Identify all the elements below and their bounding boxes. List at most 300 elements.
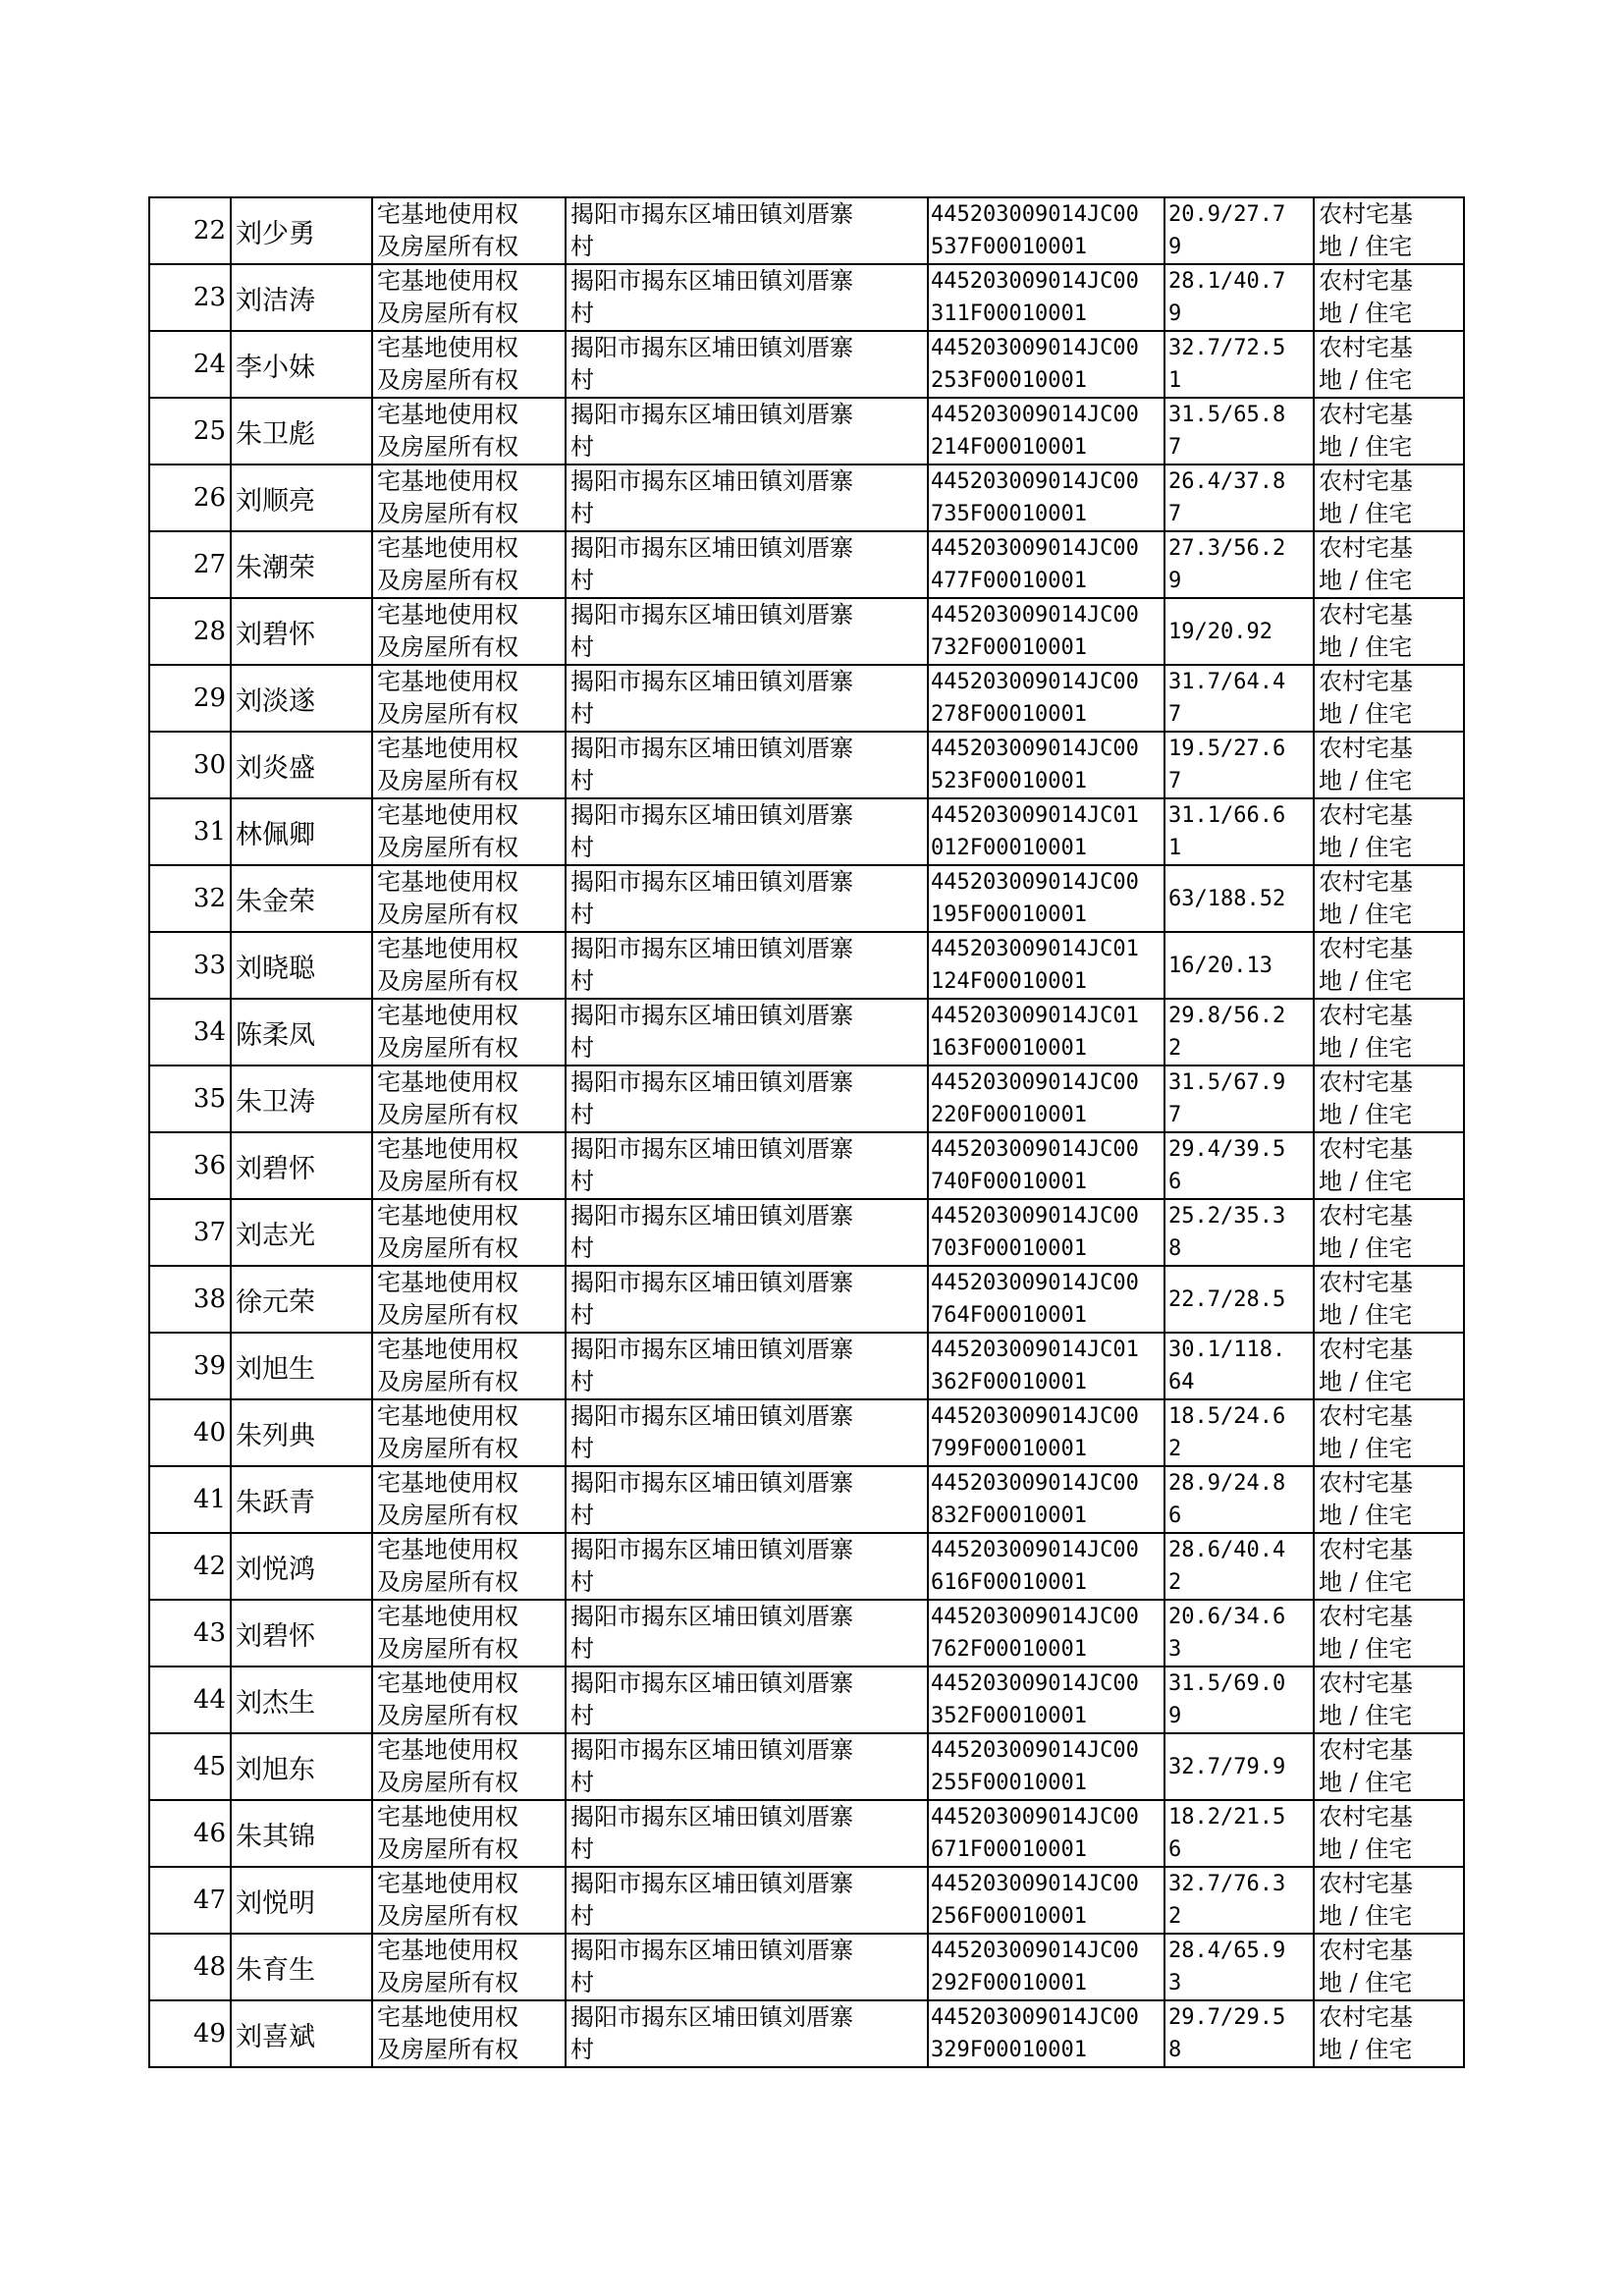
right-type-cell-line-2: 及房屋所有权 — [377, 1835, 518, 1863]
land-use-cell-line-2: 地 / 住宅 — [1319, 834, 1413, 861]
right-type-cell-line-1: 宅基地使用权 — [377, 1937, 518, 1964]
owner-name-cell: 刘少勇 — [231, 197, 372, 264]
location-cell — [566, 1533, 928, 1600]
parcel-code-cell-line-1: 445203009014JC00 — [931, 1538, 1139, 1562]
parcel-code-cell-line-2: 537F00010001 — [931, 235, 1087, 259]
right-type-cell-line-2: 及房屋所有权 — [377, 233, 518, 260]
land-use-cell — [1314, 798, 1464, 865]
parcel-code-cell-line-2: 762F00010001 — [931, 1637, 1087, 1662]
row-number-cell: 31 — [149, 798, 231, 865]
land-use-cell-line-1: 农村宅基 — [1319, 668, 1413, 695]
right-type-cell — [372, 1934, 566, 2000]
right-type-cell-line-1: 宅基地使用权 — [377, 2003, 518, 2031]
parcel-code-cell-line-2: 703F00010001 — [931, 1236, 1087, 1261]
right-type-cell — [372, 331, 566, 398]
right-type-cell-line-1: 宅基地使用权 — [377, 1803, 518, 1831]
right-type-cell — [372, 1667, 566, 1733]
land-use-cell-line-2: 地 / 住宅 — [1319, 700, 1413, 728]
row-number-cell: 25 — [149, 398, 231, 464]
location-cell-line-1: 揭阳市揭东区埔田镇刘厝寨 — [570, 1937, 853, 1964]
table-row — [149, 932, 1464, 999]
location-cell-line-1: 揭阳市揭东区埔田镇刘厝寨 — [570, 467, 853, 495]
right-type-cell-line-2: 及房屋所有权 — [377, 700, 518, 728]
land-use-cell — [1314, 1934, 1464, 2000]
location-cell-line-1: 揭阳市揭东区埔田镇刘厝寨 — [570, 1135, 853, 1163]
area-cell — [1164, 1266, 1314, 1333]
land-use-cell-line-1: 农村宅基 — [1319, 1336, 1413, 1363]
location-cell-line-2: 村 — [570, 500, 594, 527]
location-cell-line-1: 揭阳市揭东区埔田镇刘厝寨 — [570, 601, 853, 628]
land-use-cell — [1314, 665, 1464, 732]
owner-name-cell: 朱列典 — [231, 1399, 372, 1466]
land-use-cell — [1314, 1266, 1464, 1333]
area-cell — [1164, 531, 1314, 598]
table-row — [149, 665, 1464, 732]
land-use-cell-line-2: 地 / 住宅 — [1319, 767, 1413, 794]
table-row — [149, 1333, 1464, 1399]
land-use-cell — [1314, 1800, 1464, 1867]
land-use-cell-line-1: 农村宅基 — [1319, 1603, 1413, 1630]
area-cell-line-2: 3 — [1168, 1971, 1182, 1995]
area-cell-line-2: 2 — [1168, 1904, 1182, 1929]
parcel-code-cell — [928, 1934, 1164, 2000]
table-row — [149, 464, 1464, 531]
parcel-code-cell-line-2: 735F00010001 — [931, 502, 1087, 526]
right-type-cell — [372, 1199, 566, 1266]
land-use-cell — [1314, 1600, 1464, 1667]
right-type-cell-line-2: 及房屋所有权 — [377, 633, 518, 661]
row-number-cell: 46 — [149, 1800, 231, 1867]
right-type-cell-line-2: 及房屋所有权 — [377, 1502, 518, 1529]
parcel-code-cell — [928, 932, 1164, 999]
right-type-cell-line-1: 宅基地使用权 — [377, 1736, 518, 1764]
parcel-code-cell-line-1: 445203009014JC00 — [931, 403, 1139, 427]
right-type-cell-line-1: 宅基地使用权 — [377, 1135, 518, 1163]
parcel-code-cell — [928, 1066, 1164, 1132]
area-cell-line-1: 29.4/39.5 — [1168, 1137, 1286, 1162]
area-cell-line-2: 2 — [1168, 1437, 1182, 1461]
area-cell-line-1: 28.6/40.4 — [1168, 1538, 1286, 1562]
land-use-cell-line-1: 农村宅基 — [1319, 2003, 1413, 2031]
land-use-cell — [1314, 531, 1464, 598]
area-cell — [1164, 1800, 1314, 1867]
parcel-code-cell — [928, 1800, 1164, 1867]
parcel-code-cell — [928, 1733, 1164, 1800]
right-type-cell-line-1: 宅基地使用权 — [377, 1603, 518, 1630]
right-type-cell — [372, 1266, 566, 1333]
parcel-code-cell-line-1: 445203009014JC01 — [931, 1338, 1139, 1362]
area-cell-line-2: 3 — [1168, 1637, 1182, 1662]
area-cell — [1164, 1132, 1314, 1199]
land-use-cell-line-2: 地 / 住宅 — [1319, 1835, 1413, 1863]
area-cell-line-2: 7 — [1168, 502, 1182, 526]
right-type-cell-line-1: 宅基地使用权 — [377, 534, 518, 562]
table-row — [149, 264, 1464, 331]
parcel-code-cell — [928, 1399, 1164, 1466]
right-type-cell-line-1: 宅基地使用权 — [377, 1669, 518, 1697]
right-type-cell — [372, 1533, 566, 1600]
land-use-cell-line-1: 农村宅基 — [1319, 601, 1413, 628]
land-use-cell-line-2: 地 / 住宅 — [1319, 500, 1413, 527]
land-use-cell-line-1: 农村宅基 — [1319, 735, 1413, 762]
location-cell — [566, 1867, 928, 1934]
table-row — [149, 1466, 1464, 1533]
owner-name-cell: 朱卫彪 — [231, 398, 372, 464]
right-type-cell-line-2: 及房屋所有权 — [377, 1769, 518, 1796]
location-cell — [566, 598, 928, 665]
parcel-code-cell-line-1: 445203009014JC00 — [931, 737, 1139, 761]
parcel-code-cell-line-2: 220F00010001 — [931, 1103, 1087, 1127]
parcel-code-cell-line-2: 832F00010001 — [931, 1503, 1087, 1528]
location-cell-line-2: 村 — [570, 1635, 594, 1663]
right-type-cell-line-1: 宅基地使用权 — [377, 401, 518, 428]
owner-name-cell: 刘淡遂 — [231, 665, 372, 732]
land-use-cell-line-2: 地 / 住宅 — [1319, 1168, 1413, 1195]
row-number-cell: 34 — [149, 999, 231, 1066]
right-type-cell-line-1: 宅基地使用权 — [377, 200, 518, 228]
right-type-cell-line-1: 宅基地使用权 — [377, 1536, 518, 1563]
right-type-cell-line-2: 及房屋所有权 — [377, 1435, 518, 1462]
land-use-cell-line-2: 地 / 住宅 — [1319, 233, 1413, 260]
table-row — [149, 197, 1464, 264]
parcel-code-cell-line-2: 255F00010001 — [931, 1771, 1087, 1795]
area-cell — [1164, 264, 1314, 331]
land-use-cell-line-2: 地 / 住宅 — [1319, 366, 1413, 394]
area-cell-line-1: 28.9/24.8 — [1168, 1471, 1286, 1496]
location-cell-line-2: 村 — [570, 1568, 594, 1596]
location-cell-line-1: 揭阳市揭东区埔田镇刘厝寨 — [570, 1536, 853, 1563]
right-type-cell — [372, 1333, 566, 1399]
land-use-cell — [1314, 1199, 1464, 1266]
location-cell-line-1: 揭阳市揭东区埔田镇刘厝寨 — [570, 801, 853, 829]
parcel-code-cell-line-2: 163F00010001 — [931, 1036, 1087, 1061]
row-number-cell: 33 — [149, 932, 231, 999]
right-type-cell-line-1: 宅基地使用权 — [377, 801, 518, 829]
parcel-code-cell — [928, 1466, 1164, 1533]
land-use-cell-line-2: 地 / 住宅 — [1319, 1502, 1413, 1529]
area-cell-line-1: 32.7/72.5 — [1168, 336, 1286, 360]
right-type-cell-line-2: 及房屋所有权 — [377, 901, 518, 928]
area-cell-line-1: 19.5/27.6 — [1168, 737, 1286, 761]
owner-name-cell: 刘喜斌 — [231, 2000, 372, 2067]
location-cell-line-2: 村 — [570, 1101, 594, 1128]
area-cell — [1164, 331, 1314, 398]
row-number-cell: 35 — [149, 1066, 231, 1132]
right-type-cell — [372, 1867, 566, 1934]
area-cell — [1164, 932, 1314, 999]
table-row — [149, 1066, 1464, 1132]
area-cell-line-2: 6 — [1168, 1837, 1182, 1862]
parcel-code-cell — [928, 798, 1164, 865]
land-use-cell-line-1: 农村宅基 — [1319, 1002, 1413, 1029]
parcel-code-cell-line-1: 445203009014JC00 — [931, 870, 1139, 895]
location-cell — [566, 1600, 928, 1667]
area-cell — [1164, 1733, 1314, 1800]
location-cell-line-2: 村 — [570, 1502, 594, 1529]
land-use-cell — [1314, 464, 1464, 531]
area-cell — [1164, 1199, 1314, 1266]
owner-name-cell: 刘碧怀 — [231, 1600, 372, 1667]
right-type-cell — [372, 865, 566, 932]
location-cell — [566, 1800, 928, 1867]
land-use-cell-line-1: 农村宅基 — [1319, 401, 1413, 428]
records-table-body — [149, 197, 1464, 2067]
land-use-cell-line-2: 地 / 住宅 — [1319, 1301, 1413, 1329]
location-cell-line-1: 揭阳市揭东区埔田镇刘厝寨 — [570, 267, 853, 295]
table-row — [149, 1600, 1464, 1667]
parcel-code-cell — [928, 264, 1164, 331]
location-cell — [566, 197, 928, 264]
parcel-code-cell-line-2: 732F00010001 — [931, 635, 1087, 660]
right-type-cell — [372, 1733, 566, 1800]
land-use-cell — [1314, 865, 1464, 932]
table-row — [149, 398, 1464, 464]
land-use-cell-line-1: 农村宅基 — [1319, 1068, 1413, 1096]
right-type-cell — [372, 264, 566, 331]
row-number-cell: 45 — [149, 1733, 231, 1800]
right-type-cell — [372, 464, 566, 531]
right-type-cell-line-1: 宅基地使用权 — [377, 1870, 518, 1897]
land-use-cell — [1314, 932, 1464, 999]
row-number-cell: 44 — [149, 1667, 231, 1733]
table-row — [149, 798, 1464, 865]
area-cell-line-2: 9 — [1168, 1704, 1182, 1728]
land-use-cell — [1314, 1333, 1464, 1399]
parcel-code-cell-line-2: 477F00010001 — [931, 569, 1087, 593]
location-cell — [566, 732, 928, 798]
row-number-cell: 43 — [149, 1600, 231, 1667]
land-use-cell-line-1: 农村宅基 — [1319, 935, 1413, 962]
table-row — [149, 1199, 1464, 1266]
area-cell — [1164, 598, 1314, 665]
parcel-code-cell-line-1: 445203009014JC00 — [931, 1070, 1139, 1095]
parcel-code-cell — [928, 865, 1164, 932]
right-type-cell-line-1: 宅基地使用权 — [377, 1002, 518, 1029]
row-number-cell: 41 — [149, 1466, 231, 1533]
area-cell-line-1: 29.8/56.2 — [1168, 1004, 1286, 1028]
location-cell-line-2: 村 — [570, 633, 594, 661]
parcel-code-cell-line-1: 445203009014JC00 — [931, 1805, 1139, 1830]
right-type-cell-line-1: 宅基地使用权 — [377, 935, 518, 962]
location-cell-line-2: 村 — [570, 767, 594, 794]
right-type-cell-line-2: 及房屋所有权 — [377, 1969, 518, 1996]
parcel-code-cell-line-1: 445203009014JC00 — [931, 202, 1139, 227]
owner-name-cell: 刘悦鸿 — [231, 1533, 372, 1600]
parcel-code-cell — [928, 598, 1164, 665]
parcel-code-cell-line-2: 214F00010001 — [931, 435, 1087, 460]
parcel-code-cell-line-2: 292F00010001 — [931, 1971, 1087, 1995]
location-cell — [566, 865, 928, 932]
land-use-cell — [1314, 331, 1464, 398]
location-cell-line-2: 村 — [570, 300, 594, 327]
location-cell — [566, 1066, 928, 1132]
land-use-cell-line-2: 地 / 住宅 — [1319, 300, 1413, 327]
row-number-cell: 38 — [149, 1266, 231, 1333]
owner-name-cell: 朱潮荣 — [231, 531, 372, 598]
row-number-cell: 32 — [149, 865, 231, 932]
location-cell-line-1: 揭阳市揭东区埔田镇刘厝寨 — [570, 1336, 853, 1363]
land-use-cell-line-1: 农村宅基 — [1319, 1669, 1413, 1697]
location-cell-line-1: 揭阳市揭东区埔田镇刘厝寨 — [570, 2003, 853, 2031]
land-use-cell-line-1: 农村宅基 — [1319, 1870, 1413, 1897]
right-type-cell-line-2: 及房屋所有权 — [377, 1702, 518, 1729]
land-use-cell-line-2: 地 / 住宅 — [1319, 1969, 1413, 1996]
parcel-code-cell — [928, 1266, 1164, 1333]
land-use-cell — [1314, 1667, 1464, 1733]
row-number-cell: 29 — [149, 665, 231, 732]
area-cell-line-1: 20.9/27.7 — [1168, 202, 1286, 227]
area-cell-line-2: 7 — [1168, 1103, 1182, 1127]
parcel-code-cell-line-1: 445203009014JC00 — [931, 1471, 1139, 1496]
parcel-code-cell-line-1: 445203009014JC00 — [931, 336, 1139, 360]
location-cell-line-1: 揭阳市揭东区埔田镇刘厝寨 — [570, 868, 853, 896]
location-cell-line-1: 揭阳市揭东区埔田镇刘厝寨 — [570, 401, 853, 428]
table-row — [149, 999, 1464, 1066]
parcel-code-cell-line-2: 278F00010001 — [931, 702, 1087, 727]
location-cell-line-2: 村 — [570, 1234, 594, 1262]
location-cell-line-2: 村 — [570, 700, 594, 728]
land-use-cell — [1314, 1132, 1464, 1199]
parcel-code-cell-line-1: 445203009014JC01 — [931, 803, 1139, 828]
parcel-code-cell-line-2: 740F00010001 — [931, 1170, 1087, 1194]
right-type-cell-line-2: 及房屋所有权 — [377, 834, 518, 861]
land-use-cell-line-2: 地 / 住宅 — [1319, 2036, 1413, 2063]
parcel-code-cell-line-2: 311F00010001 — [931, 301, 1087, 326]
right-type-cell — [372, 665, 566, 732]
parcel-code-cell — [928, 464, 1164, 531]
parcel-code-cell — [928, 1333, 1164, 1399]
location-cell-line-2: 村 — [570, 967, 594, 995]
parcel-code-cell-line-2: 256F00010001 — [931, 1904, 1087, 1929]
row-number-cell: 23 — [149, 264, 231, 331]
owner-name-cell: 朱育生 — [231, 1934, 372, 2000]
location-cell-line-1: 揭阳市揭东区埔田镇刘厝寨 — [570, 1736, 853, 1764]
location-cell-line-2: 村 — [570, 2036, 594, 2063]
land-use-cell — [1314, 197, 1464, 264]
right-type-cell — [372, 2000, 566, 2067]
land-use-cell-line-1: 农村宅基 — [1319, 334, 1413, 361]
parcel-code-cell-line-1: 445203009014JC00 — [931, 1271, 1139, 1295]
right-type-cell — [372, 999, 566, 1066]
area-cell-line-1: 18.2/21.5 — [1168, 1805, 1286, 1830]
right-type-cell-line-2: 及房屋所有权 — [377, 767, 518, 794]
area-cell — [1164, 865, 1314, 932]
area-cell-line-2: 8 — [1168, 2038, 1182, 2062]
right-type-cell-line-2: 及房屋所有权 — [377, 967, 518, 995]
land-use-cell-line-1: 农村宅基 — [1319, 534, 1413, 562]
table-row — [149, 598, 1464, 665]
area-cell — [1164, 1867, 1314, 1934]
area-cell-line-1: 26.4/37.8 — [1168, 469, 1286, 494]
location-cell-line-1: 揭阳市揭东区埔田镇刘厝寨 — [570, 1469, 853, 1497]
right-type-cell-line-1: 宅基地使用权 — [377, 1402, 518, 1430]
table-row — [149, 1733, 1464, 1800]
parcel-code-cell — [928, 1132, 1164, 1199]
table-row — [149, 531, 1464, 598]
parcel-code-cell-line-2: 764F00010001 — [931, 1303, 1087, 1328]
right-type-cell-line-2: 及房屋所有权 — [377, 433, 518, 461]
land-use-cell-line-2: 地 / 住宅 — [1319, 1034, 1413, 1062]
location-cell-line-1: 揭阳市揭东区埔田镇刘厝寨 — [570, 735, 853, 762]
row-number-cell: 22 — [149, 197, 231, 264]
land-use-cell-line-1: 农村宅基 — [1319, 1469, 1413, 1497]
parcel-code-cell — [928, 732, 1164, 798]
area-cell-line-2: 6 — [1168, 1170, 1182, 1194]
right-type-cell-line-1: 宅基地使用权 — [377, 1269, 518, 1296]
land-use-cell-line-1: 农村宅基 — [1319, 200, 1413, 228]
parcel-code-cell-line-1: 445203009014JC01 — [931, 1004, 1139, 1028]
land-use-cell-line-2: 地 / 住宅 — [1319, 1902, 1413, 1930]
area-cell-line-1: 30.1/118. — [1168, 1338, 1286, 1362]
right-type-cell — [372, 1600, 566, 1667]
parcel-code-cell — [928, 665, 1164, 732]
area-cell-line-2: 9 — [1168, 301, 1182, 326]
parcel-code-cell-line-1: 445203009014JC00 — [931, 670, 1139, 694]
owner-name-cell: 刘碧怀 — [231, 1132, 372, 1199]
parcel-code-cell-line-1: 445203009014JC01 — [931, 937, 1139, 961]
parcel-code-cell-line-1: 445203009014JC00 — [931, 1939, 1139, 1963]
area-cell-line-2: 9 — [1168, 235, 1182, 259]
land-use-cell-line-2: 地 / 住宅 — [1319, 1234, 1413, 1262]
location-cell-line-2: 村 — [570, 1702, 594, 1729]
location-cell — [566, 798, 928, 865]
area-cell-line-1: 32.7/79.9 — [1168, 1754, 1286, 1779]
right-type-cell — [372, 598, 566, 665]
owner-name-cell: 刘洁涛 — [231, 264, 372, 331]
parcel-code-cell-line-1: 445203009014JC00 — [931, 536, 1139, 561]
land-use-cell-line-2: 地 / 住宅 — [1319, 633, 1413, 661]
parcel-code-cell-line-1: 445203009014JC00 — [931, 1404, 1139, 1429]
land-use-cell-line-2: 地 / 住宅 — [1319, 901, 1413, 928]
location-cell — [566, 1199, 928, 1266]
area-cell — [1164, 999, 1314, 1066]
location-cell-line-2: 村 — [570, 834, 594, 861]
right-type-cell-line-1: 宅基地使用权 — [377, 467, 518, 495]
table-row — [149, 1800, 1464, 1867]
location-cell — [566, 2000, 928, 2067]
location-cell-line-2: 村 — [570, 901, 594, 928]
right-type-cell — [372, 1399, 566, 1466]
land-use-cell — [1314, 598, 1464, 665]
right-type-cell-line-2: 及房屋所有权 — [377, 1301, 518, 1329]
parcel-code-cell-line-1: 445203009014JC00 — [931, 1671, 1139, 1696]
right-type-cell — [372, 531, 566, 598]
location-cell-line-2: 村 — [570, 1769, 594, 1796]
location-cell-line-1: 揭阳市揭东区埔田镇刘厝寨 — [570, 1603, 853, 1630]
area-cell — [1164, 1667, 1314, 1733]
location-cell — [566, 1266, 928, 1333]
parcel-code-cell — [928, 531, 1164, 598]
right-type-cell — [372, 732, 566, 798]
area-cell-line-1: 20.6/34.6 — [1168, 1605, 1286, 1629]
location-cell — [566, 1399, 928, 1466]
table-row — [149, 1399, 1464, 1466]
row-number-cell: 37 — [149, 1199, 231, 1266]
owner-name-cell: 刘炎盛 — [231, 732, 372, 798]
location-cell-line-2: 村 — [570, 1969, 594, 1996]
right-type-cell — [372, 798, 566, 865]
location-cell-line-1: 揭阳市揭东区埔田镇刘厝寨 — [570, 1402, 853, 1430]
land-use-cell-line-2: 地 / 住宅 — [1319, 1635, 1413, 1663]
area-cell-line-1: 16/20.13 — [1168, 953, 1272, 978]
location-cell-line-2: 村 — [570, 1034, 594, 1062]
parcel-code-cell-line-2: 362F00010001 — [931, 1370, 1087, 1394]
right-type-cell-line-2: 及房屋所有权 — [377, 500, 518, 527]
row-number-cell: 26 — [149, 464, 231, 531]
right-type-cell-line-1: 宅基地使用权 — [377, 1202, 518, 1229]
location-cell-line-2: 村 — [570, 1902, 594, 1930]
location-cell — [566, 999, 928, 1066]
